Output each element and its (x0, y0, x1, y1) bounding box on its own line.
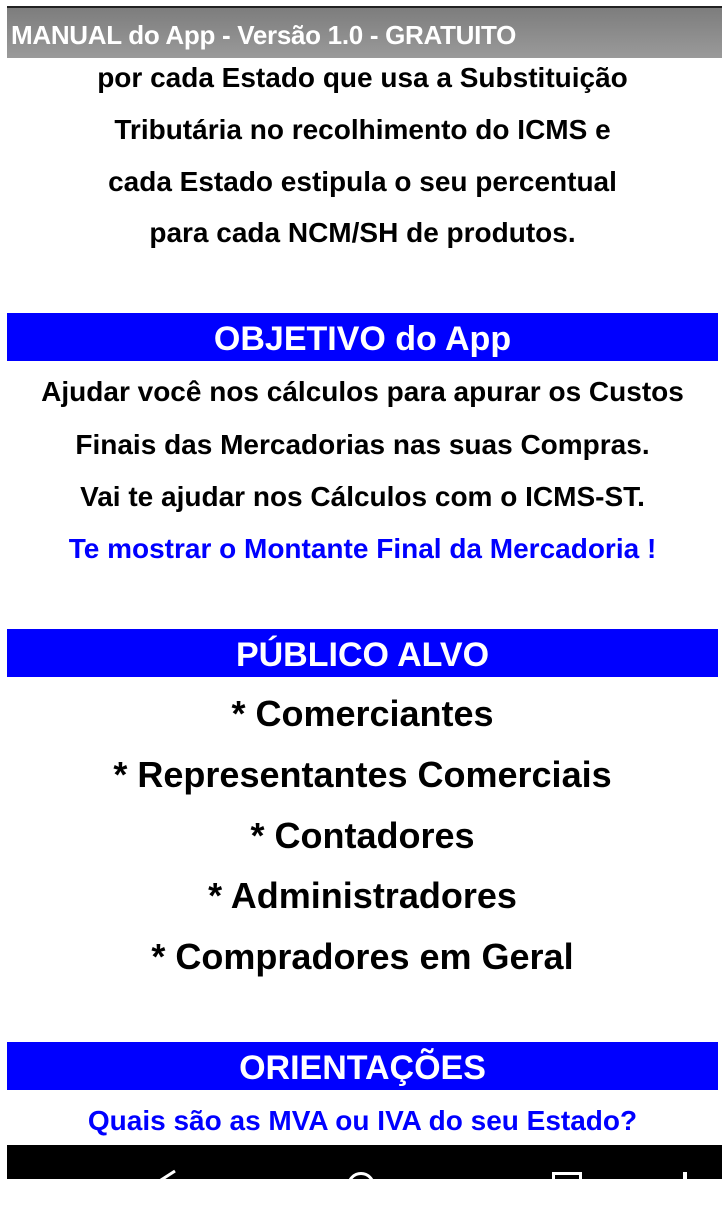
home-icon[interactable] (347, 1172, 375, 1179)
intro-line: para cada NCM/SH de produtos. (149, 217, 576, 248)
objetivo-line: Ajudar você nos cálculos para apurar os Custos (41, 376, 684, 407)
back-icon[interactable] (157, 1169, 179, 1179)
manual-content[interactable] (7, 58, 718, 1144)
publico-item: * Contadores (250, 815, 475, 856)
publico-heading: PÚBLICO ALVO (7, 629, 718, 677)
publico-item: * Administradores (208, 875, 517, 916)
objetivo-highlight: Te mostrar o Montante Final da Mercadoria ! (68, 533, 657, 564)
title-bar (7, 8, 722, 58)
publico-item: * Compradores em Geral (151, 936, 574, 977)
intro-line: cada Estado estipula o seu percentual (108, 166, 617, 197)
navigation-bar (7, 1145, 722, 1179)
publico-item: * Representantes Comerciais (113, 754, 612, 795)
recent-apps-icon[interactable] (552, 1172, 582, 1179)
more-icon[interactable] (683, 1172, 687, 1179)
objetivo-heading: OBJETIVO do App (7, 313, 718, 361)
app-title: MANUAL do App - Versão 1.0 - GRATUITO (11, 20, 517, 50)
intro-line: Tributária no recolhimento do ICMS e (114, 114, 611, 145)
intro-line: por cada Estado que usa a Substituição (97, 62, 628, 93)
orientacoes-heading: ORIENTAÇÕES (7, 1042, 718, 1090)
publico-item: * Comerciantes (231, 693, 494, 734)
objetivo-line: Finais das Mercadorias nas suas Compras. (75, 429, 650, 460)
orientacoes-link[interactable]: Quais são as MVA ou IVA do seu Estado? (87, 1105, 638, 1136)
objetivo-line: Vai te ajudar nos Cálculos com o ICMS-ST. (80, 481, 645, 512)
